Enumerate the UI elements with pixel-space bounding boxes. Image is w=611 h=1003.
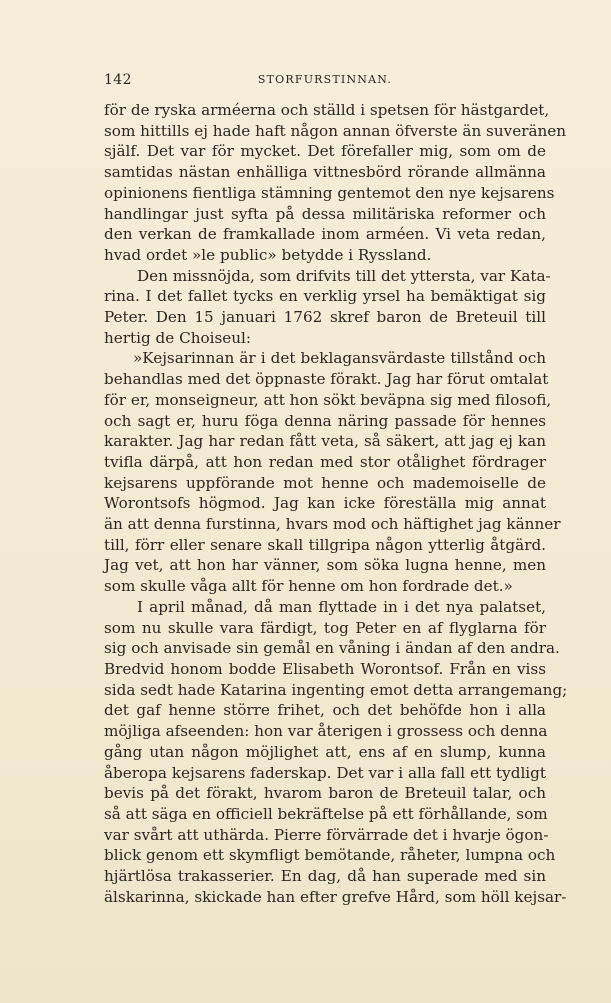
text-line: var svårt att uthärda. Pierre förvärrade det i hvarje ögon- bbox=[104, 825, 549, 844]
text-line: Jag vet, att hon har vänner, som söka lugna henne, men bbox=[104, 556, 546, 575]
body-text bbox=[104, 100, 568, 907]
running-title: STORFURSTINNAN. bbox=[257, 73, 393, 86]
text-line: så att säga en officiell bekräftelse på ett förhållande, som bbox=[104, 804, 548, 823]
text-line: Worontsofs högmod. Jag kan icke föreställa mig annat bbox=[104, 494, 546, 513]
text-line: möjliga afseenden: hon var återigen i grossess och denna bbox=[104, 722, 548, 741]
text-line: I april månad, då man flyttade in i det nya palatset, bbox=[137, 597, 546, 616]
text-line: kejsarens uppförande mot henne och mademoiselle de bbox=[104, 473, 546, 492]
text-line: Bredvid honom bodde Elisabeth Worontsof. Från en viss bbox=[104, 659, 546, 678]
text-line: gång utan någon möjlighet att, ens af en slump, kunna bbox=[104, 742, 546, 761]
text-line: till, förr eller senare skall tillgripa någon ytterlig åtgärd. bbox=[104, 535, 546, 554]
text-line: den verkan de framkallade inom arméen. Vi veta redan, bbox=[104, 225, 546, 244]
text-line: behandlas med det öppnaste förakt. Jag har förut omtalat bbox=[104, 370, 549, 389]
text-line: blick genom ett skymfligt bemötande, råheter, lumpna och bbox=[104, 846, 556, 865]
text-line: och sagt er, huru föga denna näring passade för hennes bbox=[104, 411, 546, 430]
text-line: opinionens fientliga stämning gentemot den nye kejsarens bbox=[104, 183, 555, 202]
text-line: själf. Det var för mycket. Det förefaller mig, som om de bbox=[104, 142, 546, 161]
text-line: det gaf henne större frihet, och det behöfde hon i alla bbox=[104, 701, 546, 720]
text-line: åberopa kejsarens faderskap. Det var i alla fall ett tydligt bbox=[104, 763, 546, 782]
text-line: bevis på det förakt, hvarom baron de Breteuil talar, och bbox=[104, 784, 546, 803]
text-line: än att denna furstinna, hvars mod och häftighet jag känner bbox=[104, 515, 561, 534]
text-line: »Kejsarinnan är i det beklagansvärdaste tillstånd och bbox=[133, 349, 546, 368]
text-line: för er, monseigneur, att hon sökt beväpna sig med filosofi, bbox=[104, 390, 552, 409]
text-line: älskarinna, skickade han efter grefve Hård, som höll kejsar- bbox=[104, 887, 567, 906]
text-line: som skulle våga allt för henne om hon fordrade det.» bbox=[104, 577, 513, 596]
text-line: sig och anvisade sin gemål en våning i ändan af den andra. bbox=[104, 639, 560, 658]
text-line: Den missnöjda, som drifvits till det yttersta, var Kata- bbox=[137, 266, 551, 285]
text-line: hvad ordet »le public» betydde i Ryssland. bbox=[104, 245, 432, 264]
text-line: tvifla därpå, att hon redan med stor otålighet fördrager bbox=[104, 452, 546, 471]
text-line: sida sedt hade Katarina ingenting emot detta arrangemang; bbox=[104, 680, 568, 699]
text-line: för de ryska arméerna och ställd i spetsen för hästgardet, bbox=[104, 101, 550, 119]
text-line: rina. I det fallet tycks en verklig yrsel ha bemäktigat sig bbox=[104, 287, 546, 306]
text-line: handlingar just syfta på dessa militäriska reformer och bbox=[104, 204, 546, 223]
page-number: 142 bbox=[104, 72, 132, 88]
text-line: som hittills ej hade haft någon annan öfverste än suveränen bbox=[104, 121, 567, 140]
page-header bbox=[104, 72, 546, 90]
text-line: hertig de Choiseul: bbox=[104, 328, 252, 347]
text-line: Peter. Den 15 januari 1762 skref baron de Breteuil till bbox=[104, 308, 546, 327]
text-line: karakter. Jag har redan fått veta, så säkert, att jag ej kan bbox=[104, 432, 546, 451]
text-line: som nu skulle vara färdigt, tog Peter en af flyglarna för bbox=[104, 618, 546, 637]
text-line: hjärtlösa trakasserier. En dag, då han superade med sin bbox=[104, 867, 546, 886]
text-line: samtidas nästan enhälliga vittnesbörd rörande allmänna bbox=[104, 163, 546, 182]
